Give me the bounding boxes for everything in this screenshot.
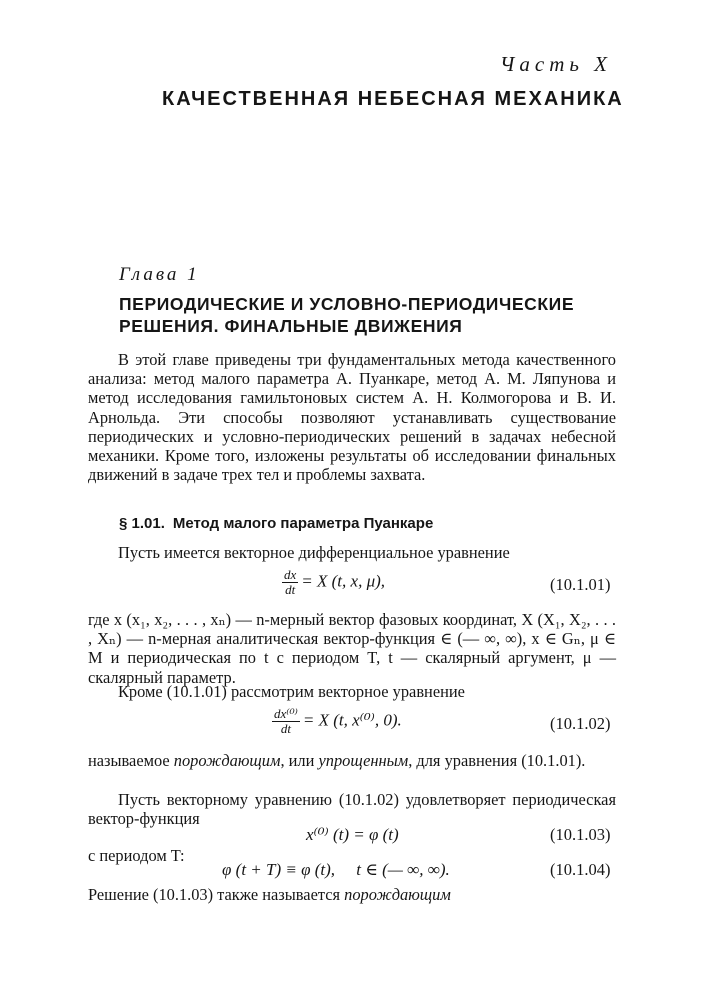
paragraph-7: Решение (10.1.03) также называется порождающим [88,885,451,904]
paragraph-1: Пусть имеется векторное дифференциальное уравнение [118,543,510,562]
part-label: Часть X [499,52,612,76]
equation-1: $\frac{dx}{dt}$ = X (t, x, μ), [284,567,386,597]
section-heading [119,515,433,533]
paragraph-2: где x (x₁, x₂, . . . , xₙ) — n-мерный вектор фазовых координат, X (X₁, X₂, . . . , Xₙ) — n-мерная аналитическая вектор-функция ∈ (— ∞, ∞), x ∈ Gₙ, μ ∈ M и периодическая по t с периодом T, t — скалярный аргумент, μ — скалярный параметр. [88,610,616,687]
intro-paragraph: В этой главе приведены три фундаментальных метода качественного анализа: метод малого параметра А. Пуанкаре, метод А. М. Ляпунова и метод исследования гамильтоновых систем А. Н. Колмогорова и В. И. Арнольда. Эти способы позволяют устанавливать существование периодических и условно-периодических решений в задачах небесной механики. Кроме того, изложены результаты об исследовании финальных движений в задаче трех тел и проблемы захвата. [88,350,616,485]
chapter-title: ПЕРИОДИЧЕСКИЕ И УСЛОВНО-ПЕРИОДИЧЕСКИЕ РЕШЕНИЯ. ФИНАЛЬНЫЕ ДВИЖЕНИЯ [119,294,575,336]
paragraph-6: с периодом T: [88,846,185,865]
equation-3-number: (10.1.03) [550,825,611,844]
derivative-fraction: $\frac{dx}{dt}$ [284,567,297,597]
paragraph-5: Пусть векторному уравнению (10.1.02) удовлетворяет периодическая вектор-функция [88,790,616,829]
equation-1-number: (10.1.01) [550,575,611,594]
paragraph-4: называемое порождающим, или упрощенным, для уравнения (10.1.01). [88,751,586,770]
equation-4: φ (t + T) ≡ φ (t), t ∈ (— ∞, ∞). [222,860,450,879]
chapter-label: Глава 1 [119,264,200,285]
paragraph-3: Кроме (10.1.01) рассмотрим векторное уравнение [118,682,465,701]
equation-4-number: (10.1.04) [550,860,611,879]
section-number: § 1.01. [119,515,165,532]
part-title: КАЧЕСТВЕННАЯ НЕБЕСНАЯ МЕХАНИКА [162,88,624,110]
section-title: Метод малого параметра Пуанкаре [172,515,434,532]
equation-3: x⁽⁰⁾ (t) = φ (t) [306,825,399,844]
equation-2: $\frac{\text{dx⁽⁰⁾}}{dt}$ = X (t, x⁽⁰⁾, 0). [274,706,402,736]
derivative-fraction: $\frac{\text{dx⁽⁰⁾}}{dt}$ [274,706,298,736]
equation-2-number: (10.1.02) [550,714,611,733]
